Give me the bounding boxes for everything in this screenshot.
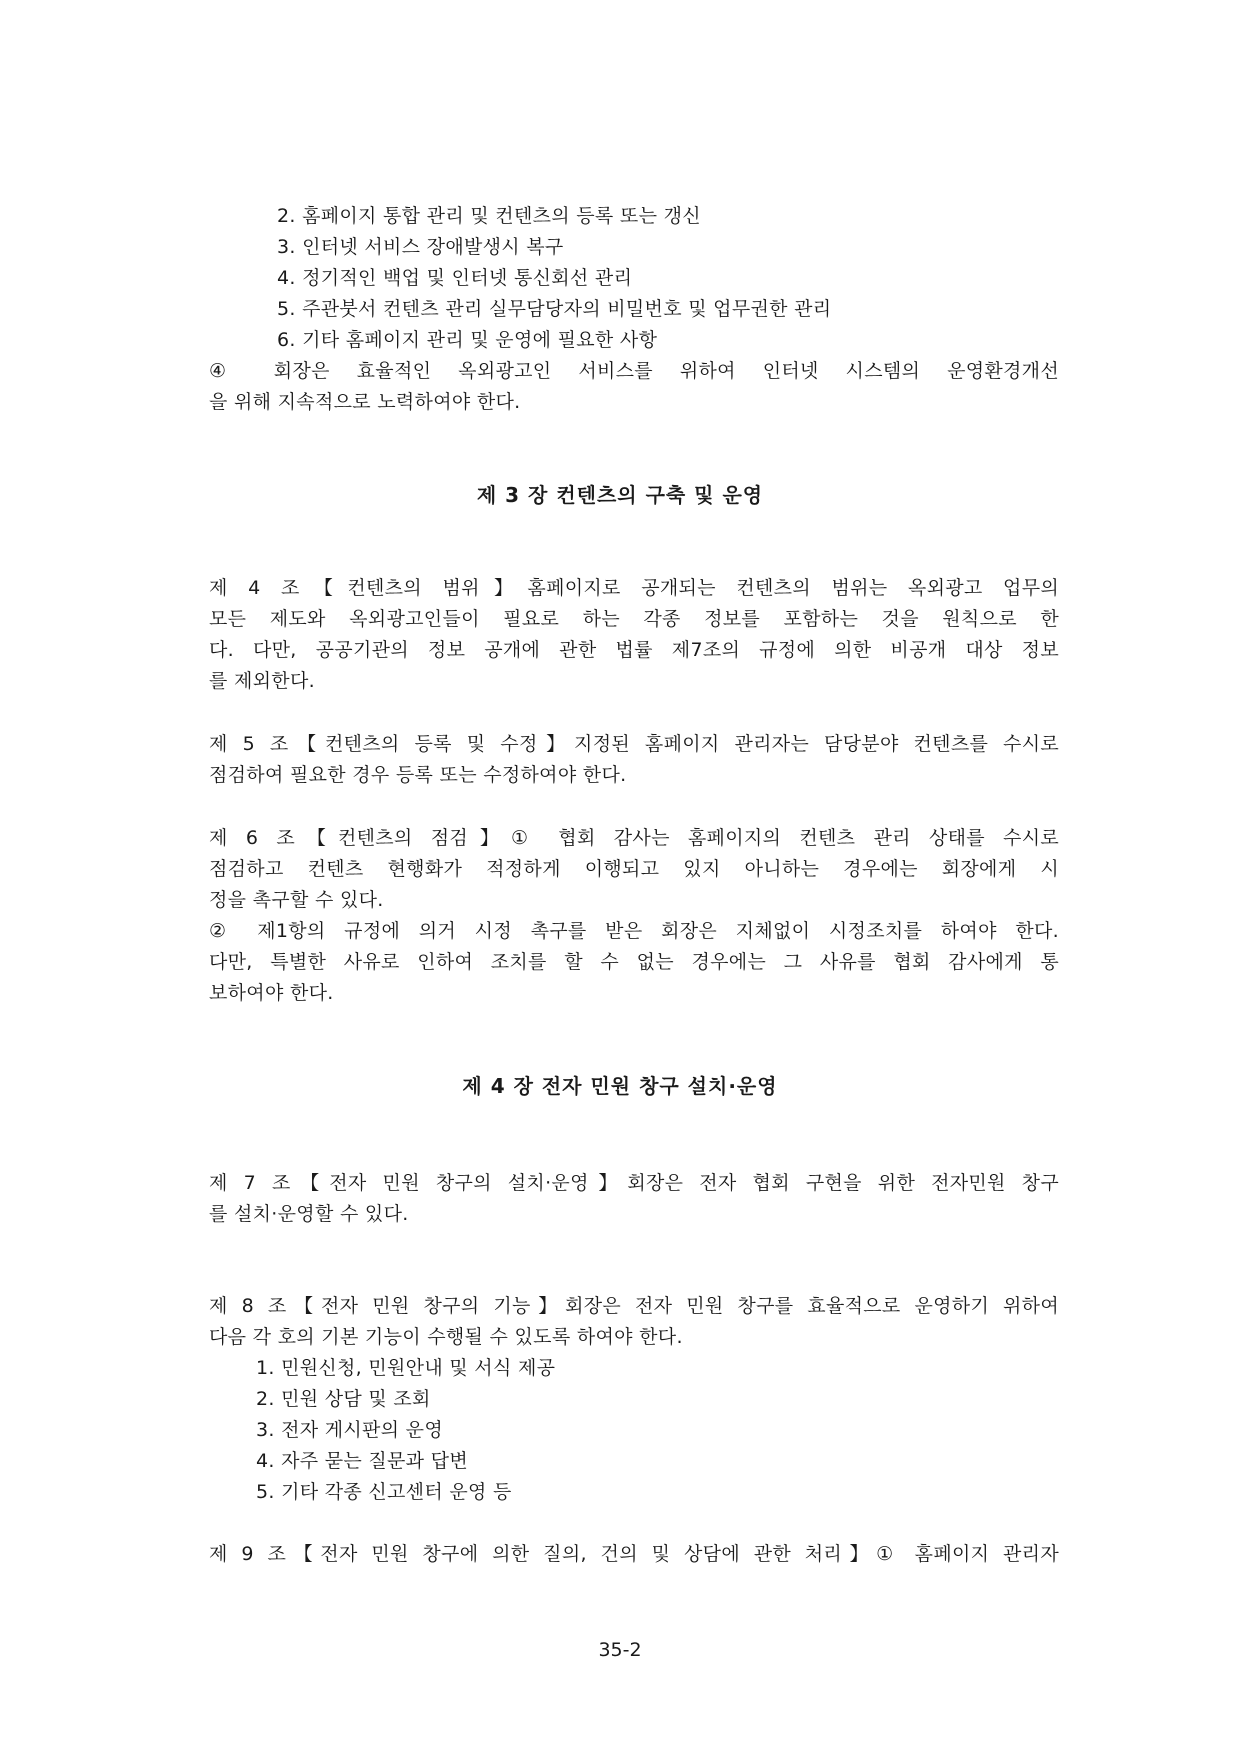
paragraph-line: ④ 회장은 효율적인 옥외광고인 서비스를 위하여 인터넷 시스템의 운영환경개선 — [209, 360, 1059, 382]
chapter-heading: 제 3 장 컨텐츠의 구축 및 운영 — [476, 483, 764, 507]
list-item: 2. 홈페이지 통합 관리 및 컨텐츠의 등록 또는 갱신 — [277, 205, 701, 227]
article-line: 정을 촉구할 수 있다. — [209, 889, 384, 911]
list-item: 3. 전자 게시판의 운영 — [256, 1419, 443, 1441]
article-line: 모든 제도와 옥외광고인들이 필요로 하는 각종 정보를 포함하는 것을 원칙으로 한 — [209, 608, 1059, 630]
list-item: 3. 인터넷 서비스 장애발생시 복구 — [277, 236, 564, 258]
page-number: 35-2 — [598, 1639, 642, 1661]
article-line: 제 5 조【컨텐츠의 등록 및 수정】지정된 홈페이지 관리자는 담당분야 컨텐츠를 수시로 — [209, 733, 1059, 755]
list-item: 5. 주관붓서 컨텐츠 관리 실무담당자의 비밀번호 및 업무권한 관리 — [277, 298, 832, 320]
article-line: 다음 각 호의 기본 기능이 수행될 수 있도록 하여야 한다. — [209, 1326, 683, 1348]
list-item: 2. 민원 상담 및 조회 — [256, 1388, 431, 1410]
list-item: 6. 기타 홈페이지 관리 및 운영에 필요한 사항 — [277, 329, 658, 351]
article-line: 제 7 조【전자 민원 창구의 설치·운영】회장은 전자 협회 구현을 위한 전자민원 창구 — [209, 1172, 1059, 1194]
article-line: 제 4 조【컨텐츠의 범위】홈페이지로 공개되는 컨텐츠의 범위는 옥외광고 업무의 — [209, 577, 1059, 599]
list-item: 4. 자주 묻는 질문과 답변 — [256, 1450, 468, 1472]
paragraph-line: 을 위해 지속적으로 노력하여야 한다. — [209, 391, 521, 413]
article-line: 점검하여 필요한 경우 등록 또는 수정하여야 한다. — [209, 764, 627, 786]
list-item: 1. 민원신청, 민원안내 및 서식 제공 — [256, 1357, 556, 1379]
list-item: 4. 정기적인 백업 및 인터넷 통신회선 관리 — [277, 267, 633, 289]
article-line: 보하여야 한다. — [209, 982, 334, 1004]
article-line: 제 8 조【전자 민원 창구의 기능】회장은 전자 민원 창구를 효율적으로 운영하기 위하여 — [209, 1295, 1059, 1317]
article-line: ② 제1항의 규정에 의거 시정 촉구를 받은 회장은 지체없이 시정조치를 하여야 한다. — [209, 920, 1059, 942]
article-line: 점검하고 컨텐츠 현행화가 적정하게 이행되고 있지 아니하는 경우에는 회장에게 시 — [209, 858, 1059, 880]
article-line: 다만, 특별한 사유로 인하여 조치를 할 수 없는 경우에는 그 사유를 협회 감사에게 통 — [209, 951, 1059, 973]
article-line: 제 9 조【전자 민원 창구에 의한 질의, 건의 및 상담에 관한 처리】① 홈페이지 관리자 — [209, 1543, 1059, 1565]
article-line: 를 설치·운영할 수 있다. — [209, 1203, 409, 1225]
chapter-heading: 제 4 장 전자 민원 창구 설치·운영 — [462, 1074, 778, 1098]
list-item: 5. 기타 각종 신고센터 운영 등 — [256, 1481, 512, 1503]
article-line: 를 제외한다. — [209, 670, 315, 692]
article-line: 다. 다만, 공공기관의 정보 공개에 관한 법률 제7조의 규정에 의한 비공개 대상 정보 — [209, 639, 1059, 661]
article-line: 제 6 조【컨텐츠의 점검】① 협회 감사는 홈페이지의 컨텐츠 관리 상태를 수시로 — [209, 827, 1059, 849]
